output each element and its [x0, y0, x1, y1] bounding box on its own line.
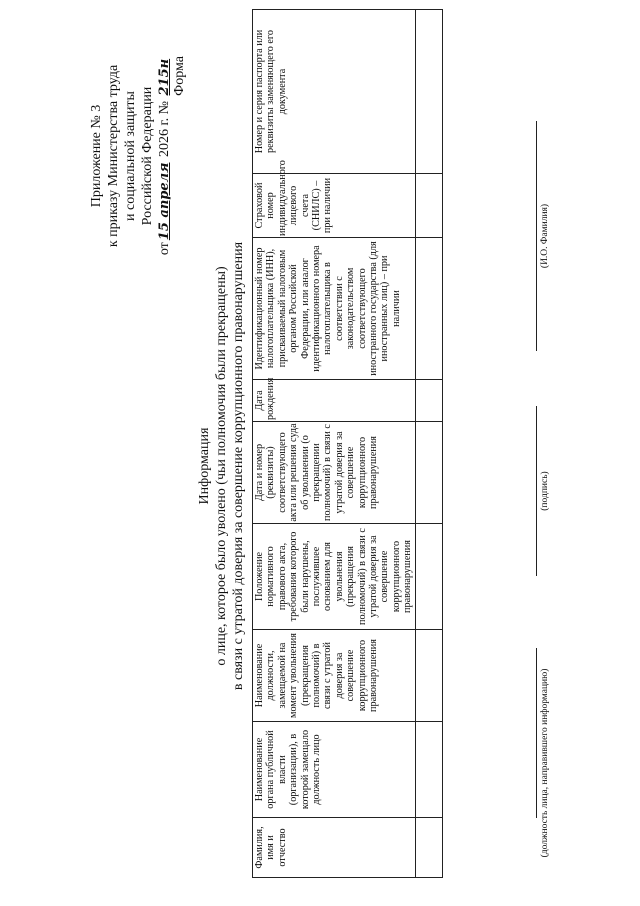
- appendix-header: [88, 56, 173, 256]
- signature-name-field: [536, 121, 551, 351]
- signature-caption: (подпись): [540, 471, 550, 511]
- document-title: [196, 196, 247, 736]
- form-label: Форма: [172, 56, 187, 96]
- column-header-snils: Страховой номер индивидуального лицевого счета (СНИЛС) – при наличии: [253, 174, 416, 238]
- column-header-authority: Наименование органа публичной власти (организации), в которой замещало должность лицо: [253, 722, 416, 818]
- signature-position-field: [536, 648, 551, 878]
- appendix-order-line: к приказу Министерства труда: [106, 64, 121, 248]
- column-header-birth-date: Дата рождения: [253, 380, 416, 422]
- table-header-row: [253, 10, 416, 878]
- table-cell: [415, 422, 442, 524]
- title-subheading-2: в связи с утратой доверия за совершение коррупционного правонарушения: [231, 241, 246, 691]
- table-cell: [415, 722, 442, 818]
- table-cell: [415, 818, 442, 878]
- appendix-country-line: Российской Федерации: [140, 86, 155, 226]
- table-cell: [415, 238, 442, 380]
- table-cell: [415, 10, 442, 174]
- table-cell: [415, 174, 442, 238]
- table-cell: [415, 630, 442, 722]
- date-year: 2026 г. №: [157, 100, 172, 157]
- title-heading: Информация: [197, 427, 212, 505]
- column-header-full-name: Фамилия, имя и отчество: [253, 818, 416, 878]
- signature-field: [536, 406, 551, 576]
- table-row: [415, 10, 442, 878]
- table-cell: [415, 380, 442, 422]
- table-cell: [415, 524, 442, 630]
- handwritten-date: 15 апреля: [157, 162, 172, 241]
- information-table: [252, 9, 443, 878]
- appendix-ministry-line: и социальной защиты: [123, 91, 138, 221]
- handwritten-order-number: 215н: [157, 58, 172, 96]
- column-header-position: Наименование должности, замещаемой на момент увольнения (прекращения полномочий) в связи с утратой доверия за совершение коррупционного правонарушения: [253, 630, 416, 722]
- appendix-number: Приложение № 3: [89, 104, 104, 208]
- name-caption: (И.О. Фамилия): [540, 203, 550, 269]
- column-header-passport: Номер и серия паспорта или реквизиты заменяющего его документа: [253, 10, 416, 174]
- column-header-legal-provision: Положение нормативного правового акта, требования которого были нарушены, послужившее основанием для увольнения (прекращения полномочий) в связи с утратой доверия за совершение коррупционного правонарушения: [253, 524, 416, 630]
- column-header-inn: Идентификационный номер налогоплательщика (ИНН), присваиваемый налоговым органом Российской Федерации, или аналог идентификационного номера налогоплательщика в соответствии с законодательством соответствующего иностранного государства (для иностранных лиц) – при наличии: [253, 238, 416, 380]
- appendix-date-line: [156, 56, 173, 256]
- date-prefix: от: [157, 242, 172, 256]
- title-subheading-1: о лице, которое было уволено (чьи полномочия были прекращены): [214, 266, 229, 666]
- position-caption: (должность лица, направившего информацию): [540, 668, 550, 858]
- column-header-act-details: Дата и номер (реквизиты) соответствующего акта или решения суда об увольнении (о прекращении полномочий) в связи с утратой доверия за совершение коррупционного правонарушения: [253, 422, 416, 524]
